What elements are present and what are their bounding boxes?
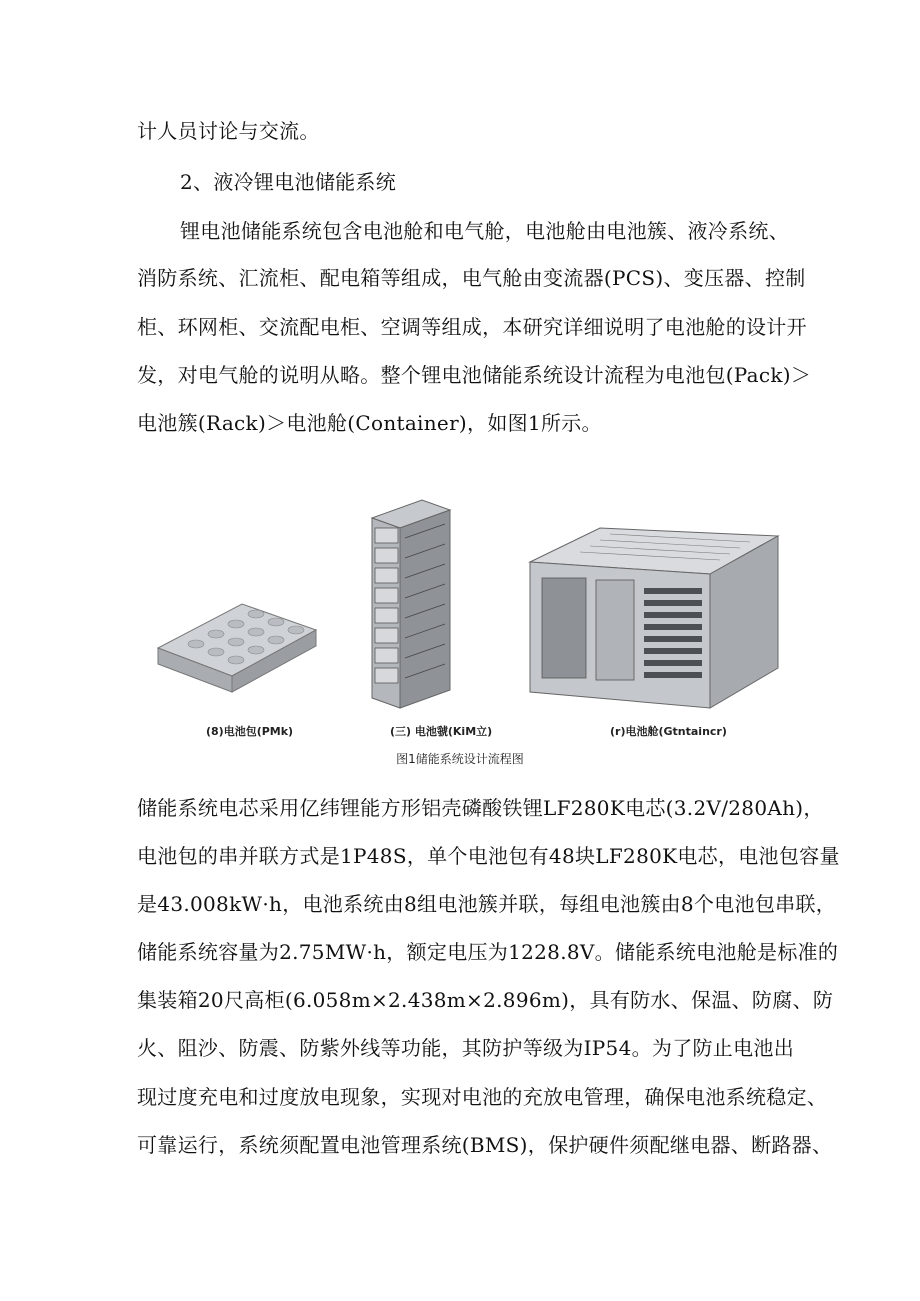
body-text-line: 可靠运行，系统须配置电池管理系统(BMS)，保护硬件须配继电器、断路器、 xyxy=(137,1133,833,1157)
body-text-line: 储能系统容量为2.75MW·h，额定电压为1228.8V。储能系统电池舱是标准的 xyxy=(137,940,839,964)
body-text-line: 发，对电气舱的说明从略。整个锂电池储能系统设计流程为电池包(Pack)＞ xyxy=(137,363,812,387)
body-text-line: 电池包的串并联方式是1P48S，单个电池包有48块LF280K电芯，电池包容量 xyxy=(137,844,840,868)
body-text-line: 现过度充电和过度放电现象，实现对电池的充放电管理，确保电池系统稳定、 xyxy=(137,1085,828,1109)
body-text-line: 计人员讨论与交流。 xyxy=(137,119,320,143)
body-text-line: 电池簇(Rack)＞电池舱(Container)，如图1所示。 xyxy=(137,411,602,435)
figure-caption-rack: (三) 电池虢(KiM立) xyxy=(390,725,493,738)
body-text-line: 是43.008kW·h，电池系统由8组电池簇并联，每组电池簇由8个电池包串联， xyxy=(137,892,837,916)
body-text-line: 消防系统、汇流柜、配电箱等组成，电气舱由变流器(PCS)、变压器、控制 xyxy=(137,266,806,290)
figure-illustration xyxy=(150,478,790,718)
battery-rack-image xyxy=(372,500,450,708)
body-text-line: 柜、环网柜、交流配电柜、空调等组成，本研究详细说明了电池舱的设计开 xyxy=(137,315,807,339)
body-text-line: 储能系统电芯采用亿纬锂能方形铝壳磷酸铁锂LF280K电芯(3.2V/280Ah)， xyxy=(137,796,824,820)
battery-container-image xyxy=(530,528,778,708)
figure-1 xyxy=(150,478,790,738)
body-text-line: 火、阻沙、防震、防紫外线等功能，其防护等级为IP54。为了防止电池出 xyxy=(137,1036,795,1060)
section-heading: 2、液冷锂电池储能系统 xyxy=(180,170,397,194)
figure-caption-pack: (8)电池包(PMk) xyxy=(206,725,294,738)
figure-caption-container: (r)电池舱(Gtntaincr) xyxy=(610,725,727,738)
body-text-line: 锂电池储能系统包含电池舱和电气舱，电池舱由电池簇、液冷系统、 xyxy=(180,219,789,243)
battery-pack-image xyxy=(158,604,316,692)
figure-title: 图1储能系统设计流程图 xyxy=(396,752,524,766)
body-text-line: 集装箱20尺高柜(6.058m×2.438m×2.896m)，具有防水、保温、防腐、防 xyxy=(137,988,834,1012)
